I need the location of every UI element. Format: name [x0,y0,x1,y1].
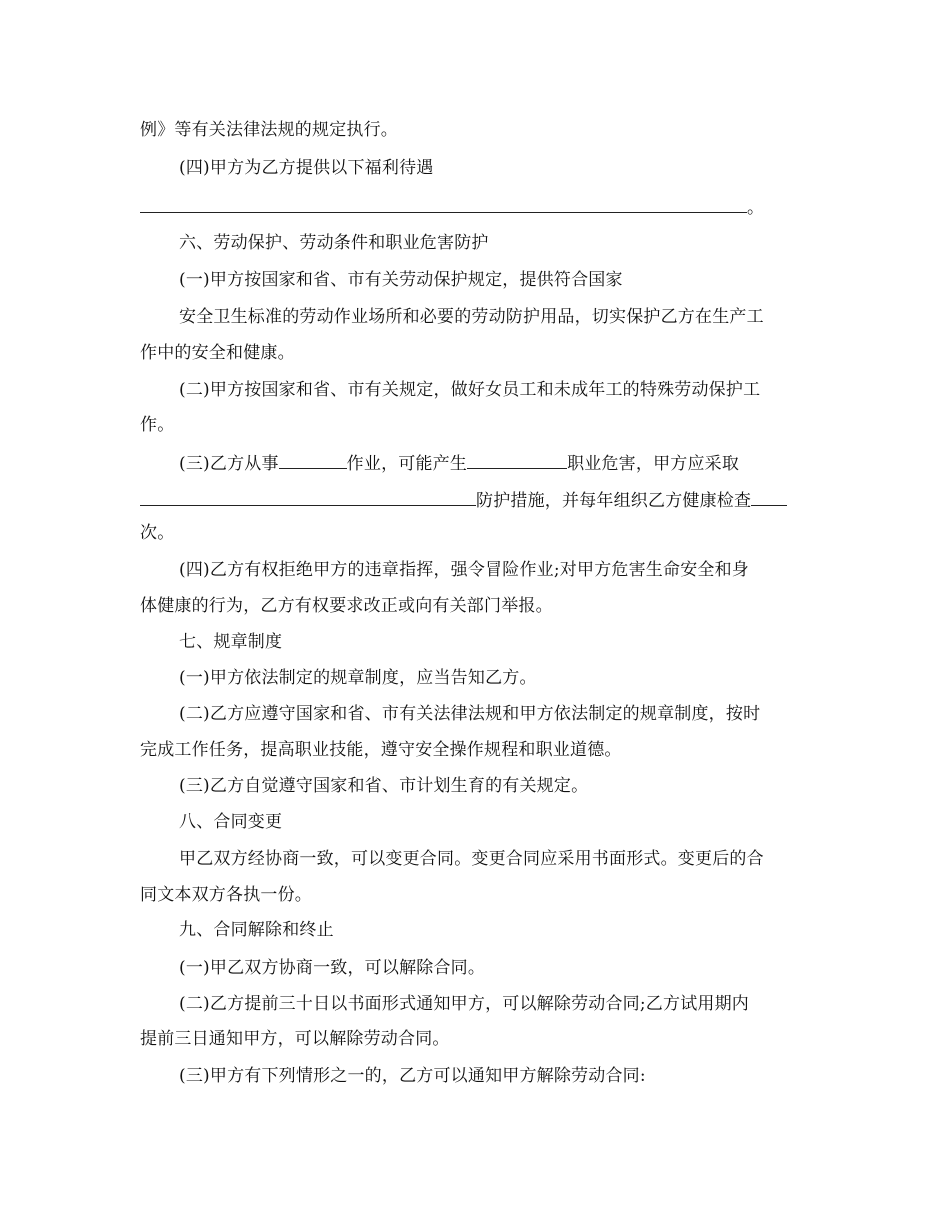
paragraph-text: 作业，可能产生 [346,454,468,474]
paragraph-line: 安全卫生标准的劳动作业场所和必要的劳动防护用品，切实保护乙方在生产工 [179,307,764,327]
paragraph-line: 完成工作任务，提高职业技能，遵守安全操作规程和职业道德。 [140,740,622,760]
paragraph-text: 防护措施，并每年组织乙方健康检查 [476,491,752,511]
paragraph-line: (二)甲方按国家和省、市有关规定，做好女员工和未成年工的特殊劳动保护工 [179,380,761,400]
paragraph-line: 甲乙双方经协商一致，可以变更合同。变更合同应采用书面形式。变更后的合 [179,849,764,869]
paragraph-text: 。 [747,198,765,218]
paragraph-line: (三)甲方有下列情形之一的，乙方可以通知甲方解除劳动合同: [179,1066,646,1086]
fill-in-line [179,450,820,476]
fill-in-line [140,194,820,220]
paragraph-line: (四)乙方有权拒绝甲方的违章指挥，强令冒险作业;对甲方危害生命安全和身 [179,560,749,580]
paragraph-line: 例》等有关法律法规的规定执行。 [140,120,398,140]
paragraph-line: 次。 [140,523,175,543]
blank-underline [140,487,476,506]
paragraph-line: 作。 [140,415,175,435]
paragraph-line: 同文本双方各执一份。 [140,885,312,905]
blank-underline [467,450,567,469]
paragraph-line: (二)乙方提前三十日以书面形式通知甲方，可以解除劳动合同;乙方试用期内 [179,994,749,1014]
paragraph-line: (四)甲方为乙方提供以下福利待遇 [179,158,434,178]
section-heading: 六、劳动保护、劳动条件和职业危害防护 [179,233,489,253]
paragraph-line: 提前三日通知甲方，可以解除劳动合同。 [140,1029,450,1049]
blank-underline [279,450,347,469]
paragraph-text: (三)乙方从事 [179,454,279,474]
paragraph-line: 作中的安全和健康。 [140,343,295,363]
blank-underline [140,194,747,213]
paragraph-line: (二)乙方应遵守国家和省、市有关法律法规和甲方依法制定的规章制度，按时 [179,704,761,724]
section-heading: 九、合同解除和终止 [179,920,334,940]
section-heading: 八、合同变更 [179,812,283,832]
section-heading: 七、规章制度 [179,632,283,652]
paragraph-text: 职业危害，甲方应采取 [567,454,740,474]
fill-in-line [140,487,820,513]
paragraph-line: (一)甲方按国家和省、市有关劳动保护规定，提供符合国家 [179,270,623,290]
blank-underline [751,487,787,506]
paragraph-line: (三)乙方自觉遵守国家和省、市计划生育的有关规定。 [179,776,589,796]
paragraph-line: (一)甲乙双方协商一致，可以解除合同。 [179,958,486,978]
paragraph-line: 体健康的行为，乙方有权要求改正或向有关部门举报。 [140,596,553,616]
paragraph-line: (一)甲方依法制定的规章制度，应当告知乙方。 [179,668,537,688]
